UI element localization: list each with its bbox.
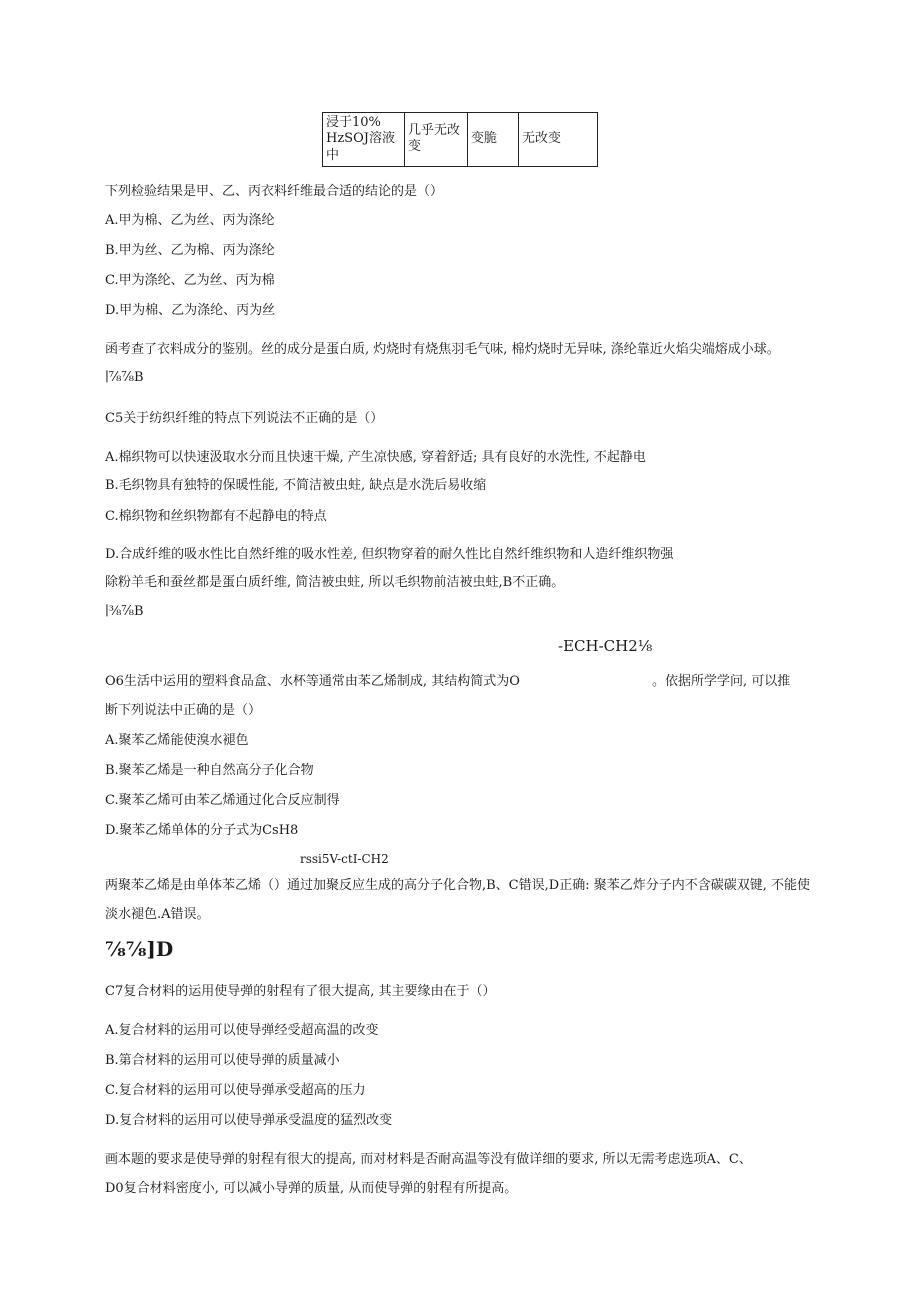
- option-c: C.复合材料的运用可以使导弹承受超高的压力: [105, 1083, 366, 1098]
- answer: ⅞⅞]D: [105, 937, 174, 961]
- cell-line: 变: [408, 139, 422, 155]
- question-stem: O6生活中运用的塑料食品盒、水杯等通常由苯乙烯制成, 其结构简式为O: [105, 674, 520, 689]
- option-d: D.甲为棉、乙为涤纶、丙为丝: [105, 303, 276, 318]
- option-a: A.甲为棉、乙为丝、丙为涤纶: [105, 213, 275, 228]
- table-row: [323, 113, 598, 167]
- explanation-cont: 淡水褪色.A错误。: [105, 907, 210, 922]
- cell-text: 变脆: [471, 131, 498, 147]
- option-a: A.棉织物可以快速汲取水分而且快速干燥, 产生凉快感, 穿着舒适; 具有良好的水洗性, 不起静电: [105, 450, 646, 465]
- option-a: A.复合材料的运用可以使导弹经受超高温的改变: [105, 1023, 379, 1038]
- table-cell: [405, 113, 468, 167]
- option-a: A.聚苯乙烯能使溴水褪色: [105, 733, 249, 748]
- fiber-test-table: [322, 112, 598, 167]
- explanation: 函考查了衣料成分的鉴别。丝的成分是蛋白质, 灼烧时有烧焦羽毛气味, 棉灼烧时无异味, 涤纶靠近火焰尖端熔成小球。: [105, 342, 780, 357]
- cell-line: 浸于10%: [326, 115, 381, 130]
- monomer-formula: rssi5V-ctI-CH2: [300, 852, 389, 866]
- structural-formula: -ECH-CH2⅛: [558, 637, 653, 655]
- question-stem: C7复合材料的运用使导弹的射程有了很大提高, 其主要缘由在于（）: [105, 984, 496, 999]
- option-c: C.聚苯乙烯可由苯乙烯通过化合反应制得: [105, 793, 340, 808]
- option-b: B.聚苯乙烯是一种自然高分子化合物: [105, 763, 314, 778]
- explanation-cont: D0复合材料密度小, 可以减小导弹的质量, 从而使导弹的射程有所提高。: [105, 1181, 518, 1196]
- option-b: B.毛织物具有独特的保暖性能, 不简洁被虫蛀, 缺点是水洗后易收缩: [105, 478, 487, 493]
- explanation: 画本题的要求是使导弹的射程有很大的提高, 而对材料是否耐高温等没有做详细的要求, 所以无需考虑选项A、C、: [105, 1152, 752, 1167]
- option-b: B.第合材料的运用可以使导弹的质量减小: [105, 1053, 340, 1068]
- question-stem: 下列检验结果是甲、乙、丙衣料纤维最合适的结论的是（）: [105, 184, 444, 199]
- question-stem-cont: 。依据所学学问, 可以推: [652, 674, 791, 689]
- option-c: C.甲为涤纶、乙为丝、丙为棉: [105, 273, 275, 288]
- explanation: 两聚苯乙烯是由单体苯乙烯（）通过加聚反应生成的高分子化合物,B、C错误,D正确: 聚苯乙炸分子内不含碳碳双键, 不能使: [105, 878, 810, 893]
- answer: ∣⅞⅞B: [105, 370, 144, 385]
- option-d: D.聚苯乙烯单体的分子式为CsH8: [105, 823, 299, 838]
- cell-text: 无改变: [522, 131, 562, 147]
- explanation: 除粉羊毛和蚕丝都是蛋白质纤维, 简洁被虫蛀, 所以毛织物前洁被虫蛀,B不正确。: [105, 575, 565, 590]
- cell-line: 中: [326, 147, 340, 163]
- option-d: D.合成纤维的吸水性比自然纤维的吸水性差, 但织物穿着的耐久性比自然纤维织物和人造纤维织物强: [105, 547, 674, 562]
- cell-line: HzSOJ溶液: [326, 131, 395, 147]
- option-b: B.甲为丝、乙为棉、丙为涤纶: [105, 243, 275, 258]
- option-c: C.棉织物和丝织物都有不起静电的特点: [105, 509, 327, 524]
- question-stem-line2: 断下列说法中正确的是（）: [105, 703, 262, 718]
- table-cell: [519, 113, 598, 167]
- cell-line: 几乎无改: [408, 123, 461, 139]
- answer: ∣⅜⅞B: [105, 604, 144, 619]
- option-d: D.复合材料的运用可以使导弹承受温度的猛烈改变: [105, 1113, 393, 1128]
- question-stem: C5关于纺织纤维的特点下列说法不正确的是（）: [105, 411, 384, 426]
- table-cell: [323, 113, 405, 167]
- table-cell: [468, 113, 519, 167]
